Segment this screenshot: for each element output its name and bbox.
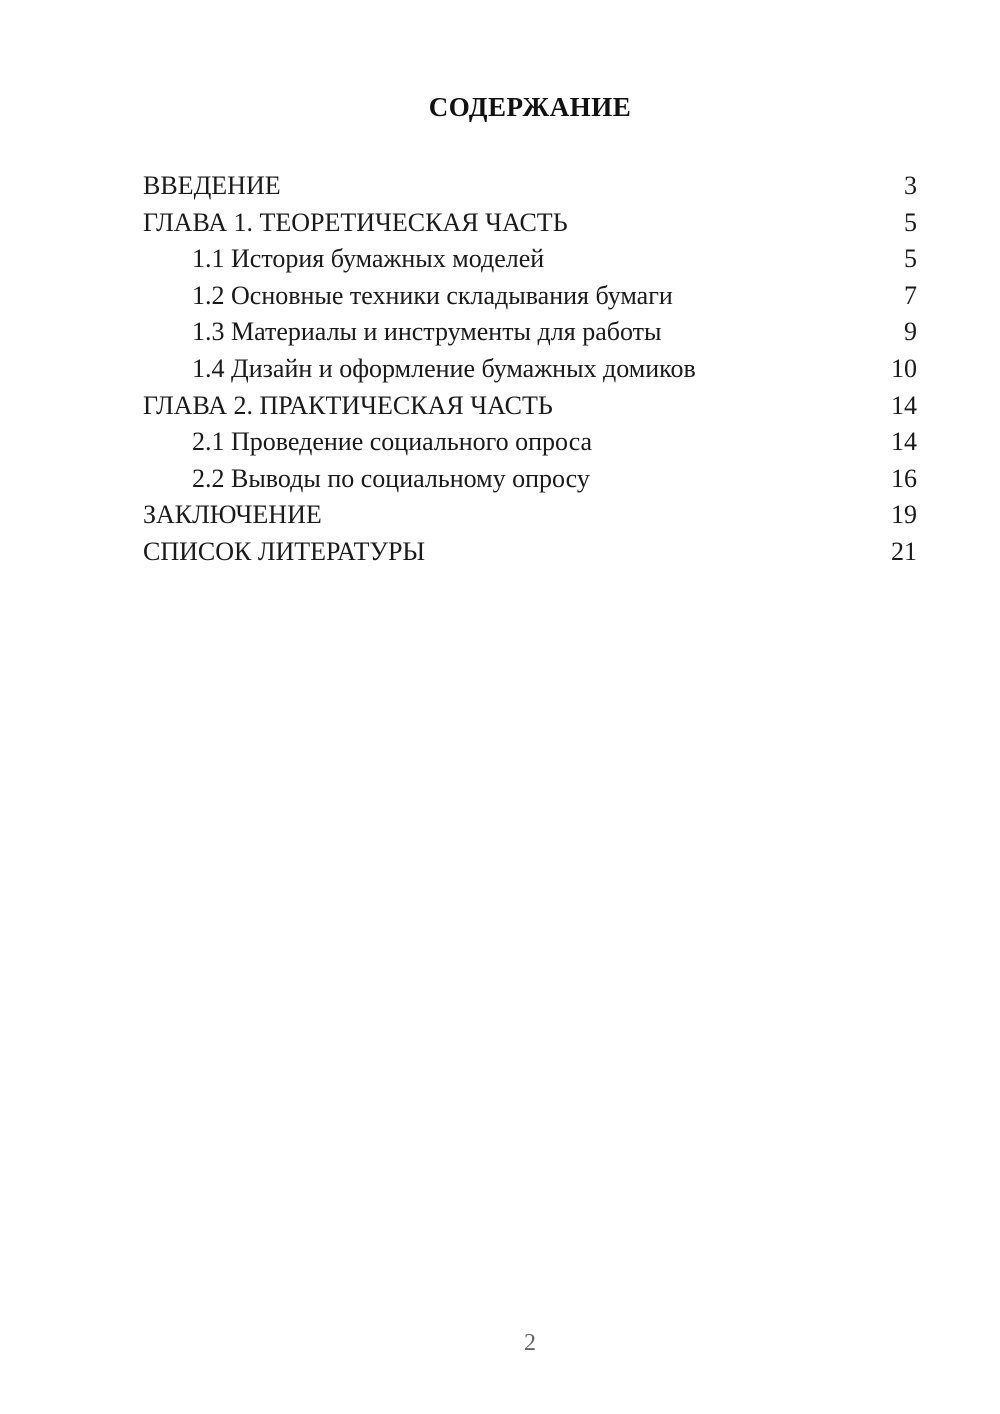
toc-entry-label: 2.2 Выводы по социальному опросу	[192, 463, 590, 493]
toc-entry	[143, 205, 917, 242]
toc-entry-page: 21	[891, 536, 917, 566]
toc-entry-page: 14	[891, 427, 917, 457]
toc-entry-page: 16	[891, 463, 917, 493]
table-of-contents	[143, 168, 917, 571]
toc-entry	[143, 497, 917, 534]
toc-entry-label: ГЛАВА 2. ПРАКТИЧЕСКАЯ ЧАСТЬ	[143, 390, 553, 420]
toc-entry-page: 9	[904, 317, 917, 347]
toc-entry-page: 19	[891, 500, 917, 530]
toc-entry-page: 5	[904, 244, 917, 274]
toc-entry-label: СПИСОК ЛИТЕРАТУРЫ	[143, 536, 426, 566]
toc-entry-label: ВВЕДЕНИЕ	[143, 171, 281, 200]
toc-entry-label: 1.1 История бумажных моделей	[192, 244, 545, 274]
toc-entry-page: 14	[891, 390, 917, 420]
toc-entry	[143, 278, 917, 315]
toc-entry-label: 1.2 Основные техники складывания бумаги	[192, 280, 673, 310]
toc-entry	[143, 241, 917, 278]
toc-entry-label: ГЛАВА 1. ТЕОРЕТИЧЕСКАЯ ЧАСТЬ	[143, 207, 568, 237]
toc-entry	[143, 388, 917, 425]
toc-entry-page: 5	[904, 207, 917, 237]
toc-entry-page: 7	[904, 280, 917, 310]
toc-entry-label: ЗАКЛЮЧЕНИЕ	[143, 500, 322, 530]
toc-entry	[143, 461, 917, 498]
toc-entry-label: 1.4 Дизайн и оформление бумажных домиков	[192, 353, 696, 383]
toc-entry	[143, 314, 917, 351]
page-number: 2	[524, 1330, 536, 1356]
toc-entry-page: 3	[904, 171, 917, 200]
page-title: СОДЕРЖАНИЕ	[428, 92, 632, 122]
toc-entry	[143, 351, 917, 388]
toc-entry	[143, 168, 917, 205]
toc-entry-label: 1.3 Материалы и инструменты для работы	[192, 317, 662, 347]
toc-entry	[143, 424, 917, 461]
toc-entry	[143, 534, 917, 571]
toc-entry-page: 10	[891, 353, 917, 383]
toc-entry-label: 2.1 Проведение социального опроса	[192, 427, 593, 457]
